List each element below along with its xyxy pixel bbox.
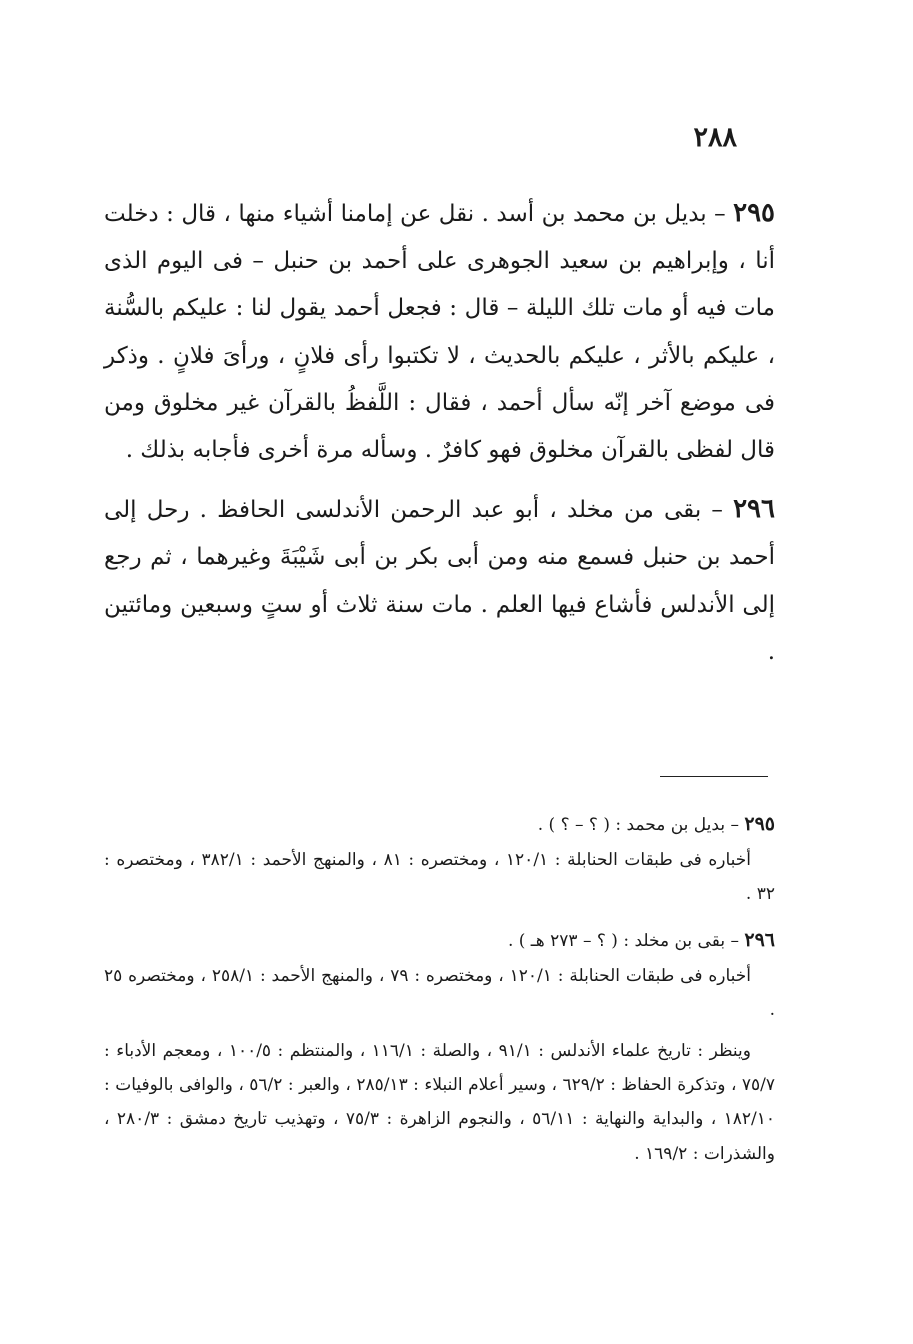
footnote-296-text: أخباره فى طبقات الحنابلة : ١٢٠/١ ، ومختصره : ٧٩ ، والمنهج الأحمد : ٢٥٨/١ ، ومختصره ٢٥ . — [104, 965, 775, 1021]
footnote-head-text: – بقى بن مخلد : ( ؟ – ٢٧٣ هـ ) . — [507, 930, 739, 951]
entry-296 — [104, 486, 775, 676]
page-number: ٢٨٨ — [693, 122, 737, 153]
entry-number: ٢٩٦ — [733, 494, 775, 525]
entry-text: – بديل بن محمد بن أسد . نقل عن إمامنا أشياء منها ، قال : دخلت أنا ، وإبراهيم بن سعيد الجوهرى على أحمد بن حنبل – فى اليوم الذى مات فيه أو مات تلك الليلة – قال : فجعل أحمد يقول لنا : عليكم بالسُّنة ، عليكم بالأثر ، عليكم بالحديث ، لا تكتبوا رأى فلانٍ ، ورأىَ فلانٍ . وذكر فى موضع آخر إنّه سأل أحمد ، فقال : اللَّفظُ بالقرآن غير مخلوق ومن قال لفظى بالقرآن مخلوق فهو كافرٌ . وسأله مرة أخرى فأجابه بذلك . — [104, 201, 775, 464]
footnote-296-head — [104, 922, 775, 959]
entry-number: ٢٩٥ — [733, 198, 776, 228]
footnote-295-text: أخباره فى طبقات الحنابلة : ١٢٠/١ ، ومختصره : ٨١ ، والمنهج الأحمد : ٣٨٢/١ ، ومختصره : ٣٢ . — [104, 850, 775, 905]
footnote-295-head — [104, 806, 775, 843]
footnote-number: ٢٩٥ — [744, 813, 775, 835]
footnotes — [104, 806, 775, 1171]
entry-text: – بقى من مخلد ، أبو عبد الرحمن الأندلسى الحافظ . رحل إلى أحمد بن حنبل فسمع منه ومن أبى بكر بن أبى شَيْبَةَ وغيرهما ، ثم رجع إلى الأندلس فأشاع فيها العلم . مات سنة ثلاث أو ستٍ وسبعين ومائتين . — [104, 497, 775, 665]
main-text — [104, 190, 775, 688]
footnote-number: ٢٩٦ — [744, 928, 775, 951]
footnote-296-extra: وينظر : تاريخ علماء الأندلس : ٩١/١ ، والصلة : ١١٦/١ ، والمنتظم : ١٠٠/٥ ، ومعجم الأدباء : ٧٥/٧ ، وتذكرة الحفاظ : ٦٢٩/٢ ، وسير أعلام النبلاء : ٢٨٥/١٣ ، والعبر : ٥٦/٢ ، والوافى بالوفيات : ١٨٢/١٠ ، والبداية والنهاية : ٥٦/١١ ، والنجوم الزاهرة : ٧٥/٣ ، وتهذيب تاريخ دمشق : ٢٨٠/٣ ، والشذرات : ١٦٩/٢ . — [104, 1040, 776, 1164]
entry-295 — [104, 190, 775, 474]
footnote-separator — [660, 776, 768, 777]
footnote-head-text: – بديل بن محمد : ( ؟ – ؟ ) . — [537, 815, 739, 835]
